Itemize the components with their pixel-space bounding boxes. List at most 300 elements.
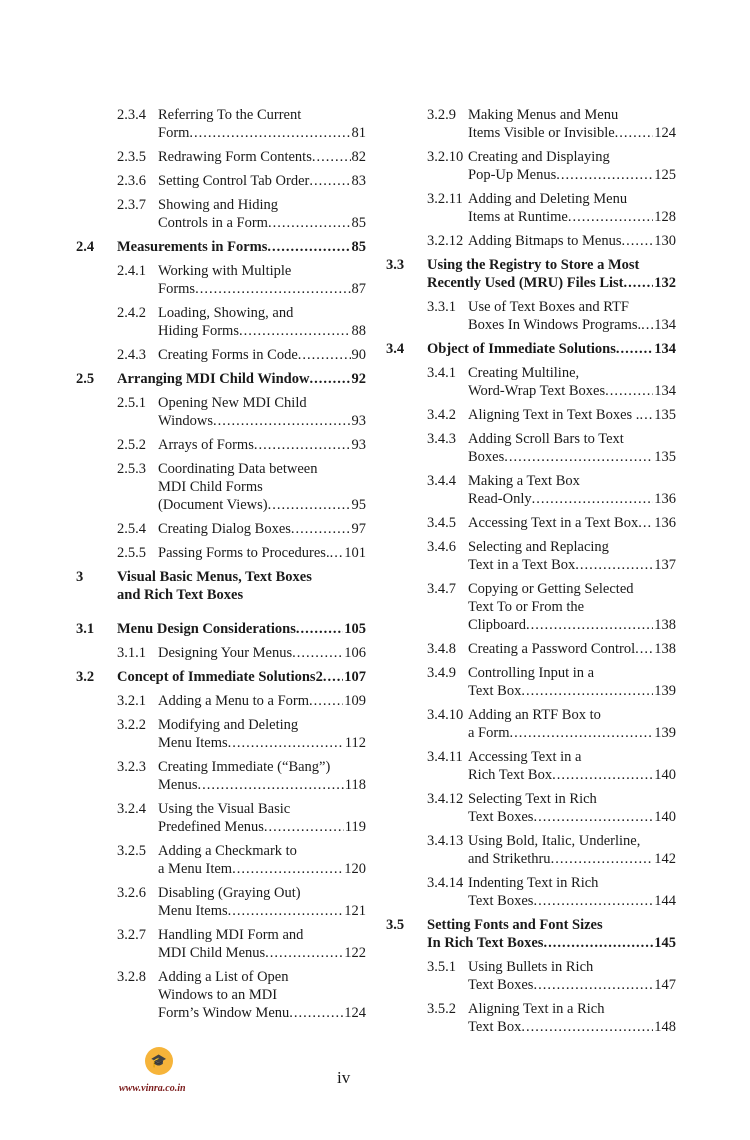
dot-leader — [624, 274, 654, 292]
toc-entry-page: 142 — [654, 851, 676, 867]
toc-entry-text: Aligning Text in Text Boxes . — [468, 407, 640, 423]
toc-entry-text: Using the Registry to Store a Most — [427, 257, 640, 273]
dot-leader — [267, 238, 350, 256]
toc-entry-page: 138 — [654, 617, 676, 633]
toc-entry-text: Making a Text Box — [468, 473, 580, 489]
toc-entry-last-line — [158, 902, 366, 920]
toc-entry[interactable] — [76, 346, 366, 364]
toc-entry-page: 107 — [344, 669, 366, 685]
toc-entry-last-line — [158, 322, 366, 340]
toc-entry-title — [158, 800, 366, 836]
toc-entry[interactable] — [386, 640, 676, 658]
dot-leader — [312, 148, 351, 166]
toc-column-left — [76, 106, 366, 1028]
toc-entry-title — [468, 538, 676, 574]
dot-leader — [264, 818, 344, 836]
toc-entry-page: 83 — [351, 173, 366, 189]
toc-entry-last-line — [117, 668, 366, 686]
toc-entry[interactable] — [386, 298, 676, 334]
toc-entry-page: 135 — [654, 449, 676, 465]
toc-entry-page: 144 — [654, 893, 676, 909]
toc-entry-page: 130 — [654, 233, 676, 249]
toc-entry-page: 95 — [351, 497, 366, 513]
toc-entry-page: 105 — [344, 621, 366, 637]
toc-entry-text: Redrawing Form Contents — [158, 149, 312, 165]
toc-entry-last-line — [158, 436, 366, 454]
toc-entry-text: Use of Text Boxes and RTF — [468, 299, 629, 315]
toc-entry-number: 3.1 — [76, 621, 95, 637]
toc-entry[interactable] — [386, 874, 676, 910]
toc-entry-last-line — [468, 616, 676, 634]
toc-entry-page: 140 — [654, 767, 676, 783]
toc-entry-last-line — [468, 316, 676, 334]
toc-entry-page: 147 — [654, 977, 676, 993]
toc-entry[interactable] — [386, 958, 676, 994]
dot-leader — [638, 514, 653, 532]
toc-entry-last-line — [468, 406, 676, 424]
toc-entry-title — [158, 106, 366, 142]
toc-entry-text: Concept of Immediate Solutions2 — [117, 669, 323, 685]
toc-entry-number: 3.2.4 — [117, 801, 146, 817]
toc-entry-text: Menu Items — [158, 903, 228, 919]
toc-entry-text: Arranging MDI Child Window — [117, 371, 310, 387]
toc-entry-number: 3.4.6 — [427, 539, 456, 555]
toc-entry-text: In Rich Text Boxes — [427, 935, 544, 951]
toc-entry-text: Read-Only — [468, 491, 532, 507]
toc-entry-title — [158, 196, 366, 232]
toc-entry-last-line — [468, 490, 676, 508]
toc-entry[interactable] — [76, 394, 366, 430]
toc-entry-page: 134 — [654, 341, 676, 357]
toc-entry-number: 2.4.2 — [117, 305, 146, 321]
toc-entry[interactable] — [76, 370, 366, 388]
toc-entry-last-line — [468, 1018, 676, 1036]
toc-entry[interactable] — [386, 832, 676, 868]
toc-entry-page: 121 — [344, 903, 366, 919]
dot-leader — [526, 616, 653, 634]
toc-entry[interactable] — [386, 430, 676, 466]
toc-entry-title — [468, 148, 676, 184]
toc-entry-text: Using Bold, Italic, Underline, — [468, 833, 641, 849]
toc-entry-page: 81 — [351, 125, 366, 141]
toc-entry-number: 3.2.10 — [427, 149, 464, 165]
toc-entry[interactable] — [76, 668, 366, 686]
toc-entry-last-line — [468, 892, 676, 910]
toc-entry-last-line — [468, 514, 676, 532]
toc-entry-page: 85 — [351, 239, 366, 255]
toc-entry-page: 124 — [654, 125, 676, 141]
toc-entry-text: Adding a List of Open — [158, 969, 289, 985]
toc-entry-text: Forms — [158, 281, 196, 297]
toc-entry[interactable] — [76, 716, 366, 752]
toc-entry-number: 3.2.2 — [117, 717, 146, 733]
toc-entry-page: 145 — [654, 935, 676, 951]
toc-entry-text: Form — [158, 125, 190, 141]
toc-entry-number: 3 — [76, 569, 84, 585]
toc-entry-number: 3.4.3 — [427, 431, 456, 447]
toc-entry[interactable] — [386, 232, 676, 250]
toc-entry-page: 118 — [344, 777, 366, 793]
toc-entry-title — [427, 340, 676, 358]
toc-entry[interactable] — [76, 196, 366, 232]
toc-entry-text: Making Menus and Menu — [468, 107, 619, 123]
toc-entry-number: 3.2.6 — [117, 885, 146, 901]
dot-leader — [323, 668, 343, 686]
toc-entry-page: 97 — [351, 521, 366, 537]
toc-entry-title — [427, 916, 676, 952]
toc-entry-text: Measurements in Forms — [117, 239, 268, 255]
dot-leader — [330, 544, 344, 562]
toc-entry-last-line — [468, 166, 676, 184]
toc-entry-text: Creating Forms in Code — [158, 347, 298, 363]
toc-entry-title — [468, 298, 676, 334]
toc-entry-page: 137 — [654, 557, 676, 573]
dot-leader — [605, 382, 653, 400]
toc-entry-last-line — [158, 944, 366, 962]
toc-entry-text: Hiding Forms — [158, 323, 239, 339]
toc-entry-title — [158, 520, 366, 538]
dot-leader — [228, 734, 344, 752]
toc-entry-title — [117, 238, 366, 256]
toc-entry-text: Text Boxes — [468, 893, 534, 909]
dot-leader — [521, 682, 653, 700]
toc-entry-page: 119 — [344, 819, 366, 835]
toc-entry-last-line — [158, 644, 366, 662]
toc-entry[interactable] — [76, 172, 366, 190]
toc-entry-title — [158, 172, 366, 190]
toc-entry-last-line — [468, 850, 676, 868]
dot-leader — [615, 124, 654, 142]
dot-leader — [504, 448, 653, 466]
toc-entry-text: Form’s Window Menu — [158, 1005, 290, 1021]
toc-entry-text: Indenting Text in Rich — [468, 875, 599, 891]
toc-entry-page: 132 — [654, 275, 676, 291]
toc-entry-text: Text in a Text Box — [468, 557, 576, 573]
toc-entry[interactable] — [386, 916, 676, 952]
toc-entry-number: 2.5 — [76, 371, 95, 387]
toc-entry-last-line — [158, 818, 366, 836]
toc-entry[interactable] — [76, 644, 366, 662]
dot-leader — [543, 934, 653, 952]
toc-entry-text: Word-Wrap Text Boxes — [468, 383, 606, 399]
toc-entry-text: a Menu Item — [158, 861, 233, 877]
dot-leader — [509, 724, 653, 742]
toc-entry[interactable] — [76, 148, 366, 166]
toc-entry[interactable] — [76, 968, 366, 1022]
toc-entry[interactable] — [76, 620, 366, 638]
toc-entry[interactable] — [386, 190, 676, 226]
toc-entry-last-line — [468, 232, 676, 250]
toc-entry-title — [468, 364, 676, 400]
toc-entry-number: 3.3 — [386, 257, 405, 273]
toc-entry[interactable] — [76, 800, 366, 836]
toc-entry-text: Adding and Deleting Menu — [468, 191, 628, 207]
toc-entry-title — [468, 790, 676, 826]
dot-leader — [298, 346, 351, 364]
toc-entry[interactable] — [386, 364, 676, 400]
toc-entry-title — [117, 668, 366, 686]
dot-leader — [641, 316, 653, 334]
toc-entry-text: Adding Scroll Bars to Text — [468, 431, 624, 447]
toc-entry-text: Menu Items — [158, 735, 228, 751]
toc-entry-title — [468, 640, 676, 658]
dot-leader — [309, 692, 343, 710]
toc-entry-text: Text To or From the — [468, 599, 585, 615]
toc-entry-title — [468, 406, 676, 424]
dot-leader — [556, 166, 653, 184]
toc-entry-number: 3.4.1 — [427, 365, 456, 381]
toc-entry-number: 3.4.14 — [427, 875, 464, 891]
toc-entry[interactable] — [386, 580, 676, 634]
toc-entry-number: 3.5 — [386, 917, 405, 933]
toc-entry-text: Setting Control Tab Order — [158, 173, 310, 189]
toc-entry-number: 3.2.3 — [117, 759, 146, 775]
dot-leader — [532, 490, 654, 508]
toc-entry-last-line — [158, 860, 366, 878]
toc-entry[interactable] — [76, 758, 366, 794]
toc-entry-number: 2.3.7 — [117, 197, 146, 213]
dot-leader — [197, 776, 343, 794]
toc-entry[interactable] — [76, 460, 366, 514]
toc-entry-number: 3.4.8 — [427, 641, 456, 657]
toc-entry-title — [468, 190, 676, 226]
toc-entry[interactable] — [386, 340, 676, 358]
toc-entry-title — [468, 106, 676, 142]
toc-entry-text: Rich Text Box — [468, 767, 553, 783]
toc-entry-text: Items at Runtime — [468, 209, 568, 225]
toc-entry-last-line — [158, 346, 366, 364]
toc-entry-text: Adding an RTF Box to — [468, 707, 601, 723]
toc-entry-title — [158, 716, 366, 752]
toc-entry-last-line — [468, 124, 676, 142]
dot-leader — [309, 370, 350, 388]
toc-entry-text: Setting Fonts and Font Sizes — [427, 917, 603, 933]
toc-entry-page: 134 — [654, 317, 676, 333]
toc-entry-page: 125 — [654, 167, 676, 183]
toc-entry-title — [158, 758, 366, 794]
toc-entry-title — [158, 842, 366, 878]
toc-entry-text: Creating a Password Control — [468, 641, 636, 657]
toc-entry-last-line — [117, 370, 366, 388]
toc-entry-page: 87 — [351, 281, 366, 297]
toc-entry-text: Menus — [158, 777, 198, 793]
toc-entry-title — [468, 514, 676, 532]
toc-entry-text: Accessing Text in a Text Box — [468, 515, 639, 531]
toc-entry-text: Opening New MDI Child — [158, 395, 307, 411]
toc-entry-page: 112 — [344, 735, 366, 751]
toc-entry[interactable] — [76, 926, 366, 962]
toc-entry-page: 93 — [351, 437, 366, 453]
toc-entry-number: 2.4.3 — [117, 347, 146, 363]
toc-entry-number: 3.2.11 — [427, 191, 463, 207]
toc-entry-text: Predefined Menus — [158, 819, 264, 835]
toc-entry-text: (Document Views) — [158, 497, 268, 513]
toc-entry-text: Loading, Showing, and — [158, 305, 294, 321]
toc-entry[interactable] — [386, 406, 676, 424]
toc-entry-number: 3.2.1 — [117, 693, 146, 709]
toc-entry-page: 122 — [344, 945, 366, 961]
toc-entry[interactable] — [386, 106, 676, 142]
toc-entry[interactable] — [386, 748, 676, 784]
toc-entry-last-line — [158, 544, 366, 562]
toc-entry-text: Arrays of Forms — [158, 437, 254, 453]
toc-entry-title — [468, 430, 676, 466]
toc-entry-page: 136 — [654, 515, 676, 531]
toc-entry-last-line — [468, 448, 676, 466]
toc-entry-last-line — [158, 776, 366, 794]
toc-entry-last-line — [158, 214, 366, 232]
toc-entry[interactable] — [76, 520, 366, 538]
toc-entry-last-line — [158, 1004, 366, 1022]
toc-entry-number: 3.2.5 — [117, 843, 146, 859]
toc-entry-title — [158, 692, 366, 710]
dot-leader — [292, 644, 343, 662]
toc-entry-text: Modifying and Deleting — [158, 717, 299, 733]
toc-entry-text: Designing Your Menus — [158, 645, 293, 661]
toc-entry[interactable] — [76, 238, 366, 256]
dot-leader — [213, 412, 351, 430]
toc-entry-last-line — [158, 148, 366, 166]
dot-leader — [635, 640, 653, 658]
toc-entry-text: Adding a Checkmark to — [158, 843, 297, 859]
toc-entry-last-line — [158, 280, 366, 298]
toc-entry-last-line — [468, 640, 676, 658]
toc-entry[interactable] — [386, 706, 676, 742]
toc-entry-text: Selecting Text in Rich — [468, 791, 597, 807]
toc-entry-number: 3.5.2 — [427, 1001, 456, 1017]
toc-entry-number: 3.4.13 — [427, 833, 464, 849]
toc-entry-text: Text Boxes — [468, 977, 534, 993]
toc-entry-last-line — [158, 172, 366, 190]
toc-entry[interactable] — [386, 472, 676, 508]
toc-entry-text: MDI Child Menus — [158, 945, 266, 961]
toc-entry-last-line — [468, 808, 676, 826]
toc-entry-title — [468, 832, 676, 868]
toc-entry-page: 124 — [344, 1005, 366, 1021]
toc-entry-number: 3.1.1 — [117, 645, 146, 661]
toc-entry-last-line — [468, 682, 676, 700]
toc-entry-text: Boxes In Windows Programs. — [468, 317, 642, 333]
toc-entry[interactable] — [76, 106, 366, 142]
toc-entry-number: 3.4.2 — [427, 407, 456, 423]
toc-entry-number: 3.4.12 — [427, 791, 464, 807]
toc-entry[interactable] — [76, 544, 366, 562]
toc-entry-number: 3.4.9 — [427, 665, 456, 681]
toc-entry-text: Disabling (Graying Out) — [158, 885, 301, 901]
toc-entry-number: 3.4.5 — [427, 515, 456, 531]
toc-entry-last-line — [158, 520, 366, 538]
toc-entry[interactable] — [76, 568, 366, 604]
toc-entry-title — [158, 544, 366, 562]
toc-entry-number: 2.3.4 — [117, 107, 146, 123]
toc-entry-text: Coordinating Data between — [158, 461, 318, 477]
dot-leader — [189, 124, 350, 142]
toc-entry-text: Handling MDI Form and — [158, 927, 304, 943]
toc-entry-last-line — [117, 620, 366, 638]
dot-leader — [268, 496, 351, 514]
toc-entry[interactable] — [386, 790, 676, 826]
toc-entry-page: 138 — [654, 641, 676, 657]
toc-entry[interactable] — [386, 148, 676, 184]
toc-entry[interactable] — [386, 538, 676, 574]
toc-entry-text: Windows — [158, 413, 213, 429]
toc-entry[interactable] — [386, 1000, 676, 1036]
toc-entry-title — [468, 748, 676, 784]
graduation-cap-logo-icon: 🎓 — [145, 1047, 173, 1075]
toc-entry-page: 88 — [351, 323, 366, 339]
toc-entry-page: 106 — [344, 645, 366, 661]
toc-entry-last-line — [427, 934, 676, 952]
toc-entry[interactable] — [76, 692, 366, 710]
toc-entry-last-line — [158, 734, 366, 752]
toc-entry-page: 92 — [351, 371, 366, 387]
toc-entry[interactable] — [386, 256, 676, 292]
page-number: iv — [337, 1068, 351, 1087]
toc-entry-page: 82 — [351, 149, 366, 165]
dot-leader — [268, 214, 351, 232]
toc-entry-title — [158, 644, 366, 662]
toc-entry-number: 3.4.11 — [427, 749, 463, 765]
toc-entry-text: Working with Multiple — [158, 263, 292, 279]
toc-entry-text: Menu Design Considerations — [117, 621, 296, 637]
dot-leader — [616, 340, 653, 358]
dot-leader — [533, 892, 653, 910]
toc-entry-number: 3.5.1 — [427, 959, 456, 975]
toc-entry-text: Accessing Text in a — [468, 749, 582, 765]
toc-column-right — [386, 106, 676, 1042]
dot-leader — [195, 280, 350, 298]
dot-leader — [551, 850, 654, 868]
toc-entry[interactable] — [76, 262, 366, 298]
toc-entry-title — [158, 926, 366, 962]
toc-entry-text: and Rich Text Boxes — [117, 587, 244, 603]
toc-entry[interactable] — [76, 842, 366, 878]
toc-entry[interactable] — [76, 884, 366, 920]
dot-leader — [228, 902, 344, 920]
dot-leader — [239, 322, 351, 340]
toc-entry-title — [468, 874, 676, 910]
toc-entry-text: Using the Visual Basic — [158, 801, 291, 817]
toc-entry-number: 2.5.5 — [117, 545, 146, 561]
toc-entry-text: Referring To the Current — [158, 107, 302, 123]
toc-entry[interactable] — [386, 664, 676, 700]
toc-entry[interactable] — [386, 514, 676, 532]
toc-entry-title — [158, 304, 366, 340]
dot-leader — [265, 944, 343, 962]
toc-entry[interactable] — [76, 304, 366, 340]
logo-url: www.vinra.co.in — [119, 1083, 186, 1094]
toc-entry-last-line — [158, 496, 366, 514]
toc-entry-title — [158, 968, 366, 1022]
toc-entry-text: Object of Immediate Solutions — [427, 341, 616, 357]
toc-entry-text: Passing Forms to Procedures. — [158, 545, 330, 561]
toc-entry-number: 3.3.1 — [427, 299, 456, 315]
toc-entry[interactable] — [76, 436, 366, 454]
toc-entry-title — [468, 232, 676, 250]
toc-entry-page: 109 — [344, 693, 366, 709]
toc-entry-last-line — [468, 556, 676, 574]
dot-leader — [621, 232, 653, 250]
dot-leader — [533, 808, 653, 826]
toc-entry-title — [468, 1000, 676, 1036]
toc-entry-page: 85 — [351, 215, 366, 231]
toc-entry-title — [158, 436, 366, 454]
toc-entry-text: Adding a Menu to a Form — [158, 693, 310, 709]
toc-entry-number: 3.4 — [386, 341, 405, 357]
toc-entry-text: Visual Basic Menus, Text Boxes — [117, 569, 312, 585]
toc-entry-number: 3.2.8 — [117, 969, 146, 985]
dot-leader — [291, 520, 351, 538]
